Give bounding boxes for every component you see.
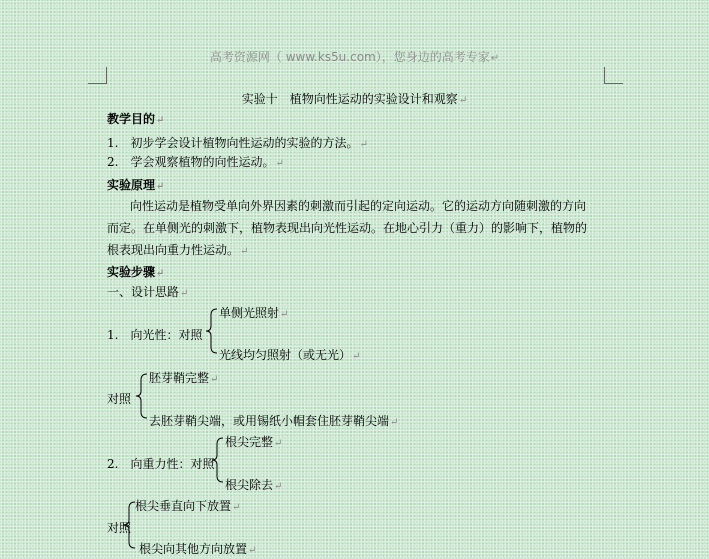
principle-line-2: 而定。在单侧光的刺激下，植物表现出向光性运动。在地心引力（重力）的影响下，植物的 [107, 221, 588, 235]
gravitropism-label: 2. 向重力性：对照 [107, 457, 215, 471]
brace-gravitropism [211, 437, 225, 483]
brace-phototropism [205, 308, 219, 354]
return-mark: ↵ [275, 158, 284, 169]
phototropism-top-option: 单侧光照射↵ [219, 306, 289, 320]
steps-subheading: 一、设计思路↵ [107, 285, 189, 299]
brace-control2 [122, 501, 136, 549]
page-header [0, 48, 709, 65]
return-mark: ↵ [180, 288, 189, 299]
return-mark: ↵ [156, 268, 165, 279]
margin-corner-right [604, 67, 623, 84]
control2-bottom-option: 根尖向其他方向放置↵ [139, 542, 257, 556]
purpose-item-1: 1. 初步学会设计植物向性运动的实验的方法。↵ [107, 136, 368, 150]
control1-bottom-option: 去胚芽鞘尖端，或用锡纸小帽套住胚芽鞘尖端↵ [149, 414, 399, 428]
control1-label: 对照 [107, 392, 132, 406]
phototropism-bottom-option: 光线均匀照射（或无光）↵ [219, 348, 361, 362]
return-mark: ↵ [352, 351, 361, 362]
return-mark: ↵ [490, 53, 500, 64]
return-mark: ↵ [274, 481, 283, 492]
control1-top-option: 胚芽鞘完整↵ [149, 371, 219, 385]
purpose-item-2: 2. 学会观察植物的向性运动。↵ [107, 155, 284, 169]
control2-top-option: 根尖垂直向下放置↵ [135, 499, 241, 513]
gravitropism-bottom-option: 根尖除去↵ [225, 478, 283, 492]
return-mark: ↵ [232, 502, 241, 513]
return-mark: ↵ [248, 545, 257, 556]
return-mark: ↵ [280, 309, 289, 320]
steps-heading: 实验步骤↵ [107, 265, 165, 279]
margin-corner-left [88, 67, 107, 84]
principle-heading: 实验原理↵ [107, 178, 165, 192]
control2-label: 对照 [107, 521, 132, 535]
document-title: 实验十 植物向性运动的实验设计和观察↵ [241, 92, 468, 106]
return-mark: ↵ [359, 139, 368, 150]
return-mark: ↵ [156, 181, 165, 192]
principle-line-1: 向性运动是植物受单向外界因素的刺激而引起的定向运动。它的运动方向随刺激的方向 [130, 199, 587, 213]
return-mark: ↵ [156, 115, 165, 126]
return-mark: ↵ [240, 246, 249, 257]
principle-line-3: 根表现出向重力性运动。↵ [107, 243, 249, 257]
header-text: 高考资源网（ www.ks5u.com），您身边的高考专家 [209, 50, 490, 64]
brace-control1 [135, 373, 149, 419]
return-mark: ↵ [274, 438, 283, 449]
phototropism-label: 1. 向光性：对照 [107, 328, 203, 342]
return-mark: ↵ [390, 417, 399, 428]
purpose-heading: 教学目的↵ [107, 112, 165, 126]
gravitropism-top-option: 根尖完整↵ [225, 435, 283, 449]
return-mark: ↵ [458, 95, 468, 106]
return-mark: ↵ [210, 374, 219, 385]
